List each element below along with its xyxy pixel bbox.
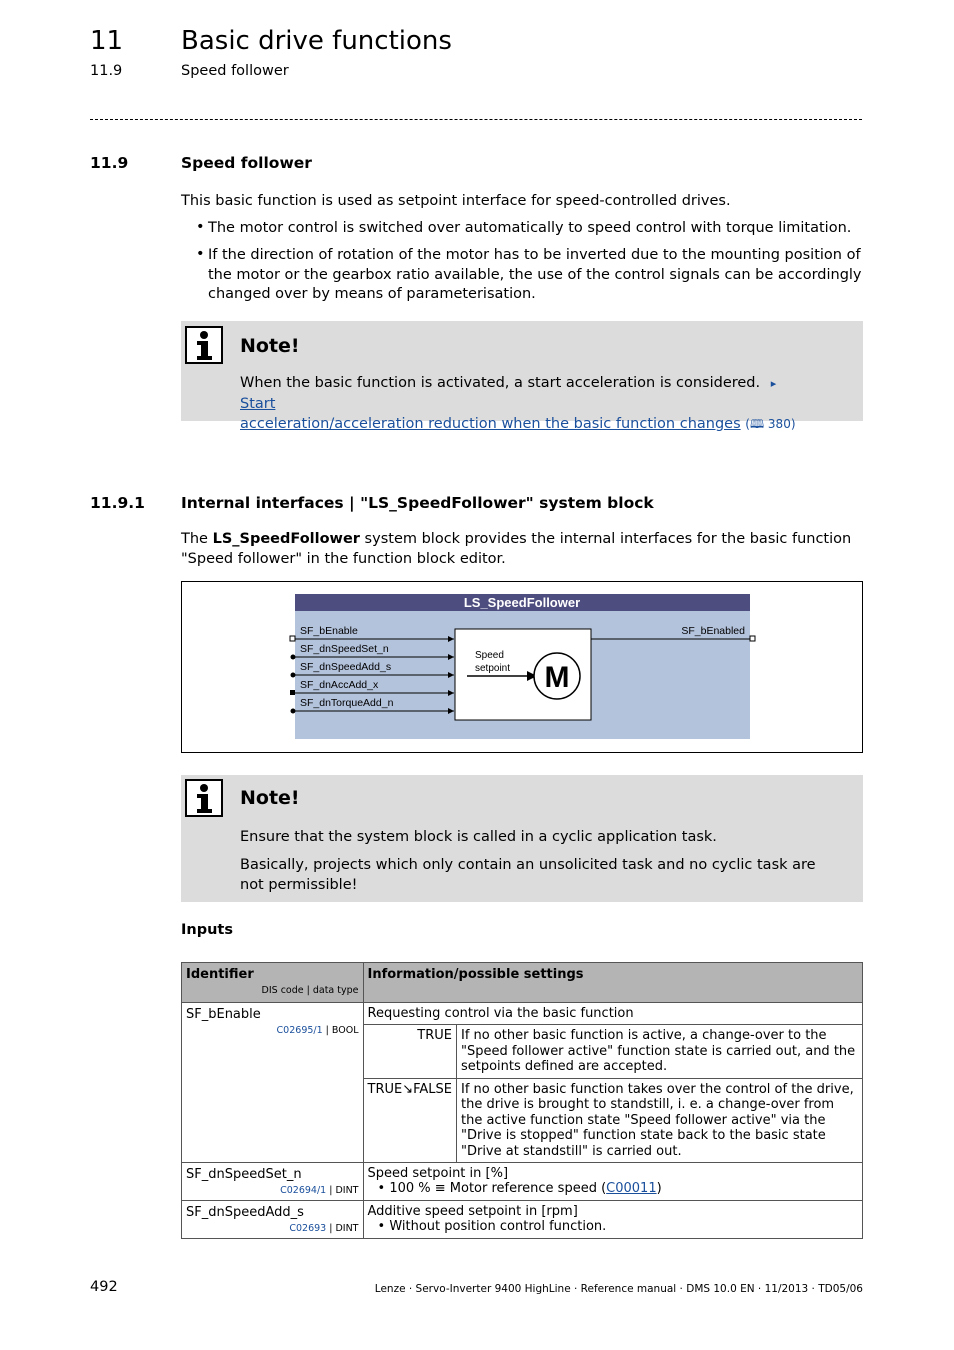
inner-label: Speed — [475, 650, 504, 661]
identifier-cell: SF_dnSpeedAdd_s C02693 | DINT — [182, 1201, 364, 1239]
bullet-item: If the direction of rotation of the motor has to be inverted due to the mounting position of the motor or the gearbox ratio available, the use of the control signals can be accordingly changed over by means of parameterisation. — [208, 247, 862, 302]
header-info: Information/possible settings — [363, 963, 863, 1003]
note-box — [181, 775, 863, 902]
chapter-title: Basic drive functions — [181, 26, 452, 56]
start-acceleration-link-cont[interactable]: acceleration/acceleration reduction when the basic function changes — [240, 416, 741, 432]
inputs-heading: Inputs — [181, 922, 233, 938]
chapter-number: 11 — [90, 26, 124, 56]
header-identifier: Identifier DIS code | data type — [182, 963, 364, 1003]
section-title: Speed follower — [181, 154, 312, 172]
value-text: If no other basic function takes over the control of the drive, the drive is brought to standstill, i. e. a change-over from the active function state "Speed follower active" via the "Drive is stopped" function state back to the basic state "Drive at standstill" is carried out. — [456, 1078, 862, 1163]
info-cell: Requesting control via the basic function — [363, 1003, 863, 1025]
block-title: LS_SpeedFollower — [463, 595, 581, 610]
output-label: SF_bEnabled — [681, 625, 745, 637]
dis-code-link[interactable]: C02695/1 — [276, 1025, 323, 1036]
system-block-diagram — [181, 581, 863, 753]
header-divider — [90, 119, 862, 120]
input-label: SF_dnSpeedAdd_s — [300, 661, 392, 673]
book-icon: 🕮 — [749, 417, 765, 431]
bool-pin — [290, 636, 295, 641]
header-section-title: Speed follower — [181, 63, 289, 79]
header-section-number: 11.9 — [90, 63, 123, 79]
subsection-title: Internal interfaces | "LS_SpeedFollower" system block — [181, 494, 654, 512]
identifier-cell: SF_dnSpeedSet_n C02694/1 | DINT — [182, 1163, 364, 1201]
input-label: SF_bEnable — [300, 625, 358, 637]
inputs-table — [181, 962, 863, 1239]
motor-label: M — [544, 661, 570, 694]
page-reference[interactable]: (🕮 380) — [745, 417, 796, 431]
input-label: SF_dnTorqueAdd_n — [300, 697, 394, 709]
note-text: Ensure that the system block is called in a cyclic application task. — [240, 829, 717, 845]
table-row — [182, 1163, 863, 1201]
link-arrow-icon: ▸ — [770, 377, 777, 390]
subsection-text: The LS_SpeedFollower system block provides the internal interfaces for the basic function "Speed follower" in the function block editor. — [181, 531, 852, 567]
note-box — [181, 321, 863, 432]
start-acceleration-link[interactable]: Start — [240, 396, 276, 412]
inner-label: setpoint — [475, 663, 511, 674]
page-number: 492 — [90, 1279, 118, 1295]
input-label: SF_dnSpeedSet_n — [300, 643, 389, 655]
table-row — [182, 1003, 863, 1025]
input-label: SF_dnAccAdd_x — [300, 679, 379, 691]
value-key: TRUE↘FALSE — [363, 1078, 456, 1163]
dis-code-link[interactable]: C02693 — [289, 1223, 327, 1234]
diagram-svg — [182, 582, 862, 752]
bool-pin — [750, 636, 755, 641]
info-cell: Additive speed setpoint in [rpm] • Without position control function. — [363, 1201, 863, 1239]
dint-pin — [291, 709, 296, 714]
value-text: If no other basic function is active, a change-over to the "Speed follower active" function state is carried out, and the setpoints defined are accepted. — [456, 1025, 862, 1079]
note-text-body: When the basic function is activated, a start acceleration is considered. — [240, 375, 761, 391]
note-title: Note! — [240, 335, 300, 357]
footer-doc-info: Lenze · Servo-Inverter 9400 HighLine · Reference manual · DMS 10.0 EN · 11/2013 · TD05/06 — [374, 1283, 863, 1295]
c00011-link[interactable]: C00011 — [606, 1181, 657, 1196]
bullet-item: The motor control is switched over automatically to speed control with torque limitation. — [208, 220, 852, 236]
bullet-marker: • — [196, 246, 205, 262]
note-title: Note! — [240, 787, 300, 809]
value-key: TRUE — [363, 1025, 456, 1079]
note-text — [240, 373, 800, 434]
info-cell: Speed setpoint in [%] • 100 % ≡ Motor reference speed (C00011) — [363, 1163, 863, 1201]
table-row — [182, 1201, 863, 1239]
section-intro: This basic function is used as setpoint interface for speed-controlled drives. — [181, 193, 731, 209]
info-icon — [185, 779, 223, 817]
dint-pin — [291, 673, 296, 678]
dis-code-link[interactable]: C02694/1 — [280, 1185, 327, 1196]
subsection-number: 11.9.1 — [90, 494, 145, 512]
bullet-marker: • — [196, 219, 205, 235]
dint-pin — [290, 690, 295, 695]
system-block-name: LS_SpeedFollower — [212, 531, 360, 547]
table-header-row — [182, 963, 863, 1003]
note-text: Basically, projects which only contain an unsolicited task and no cyclic task are not permissible! — [240, 857, 816, 893]
dint-pin — [291, 655, 296, 660]
section-number: 11.9 — [90, 154, 129, 172]
identifier-cell: SF_bEnable C02695/1 | BOOL — [182, 1003, 364, 1163]
info-icon — [185, 326, 223, 364]
